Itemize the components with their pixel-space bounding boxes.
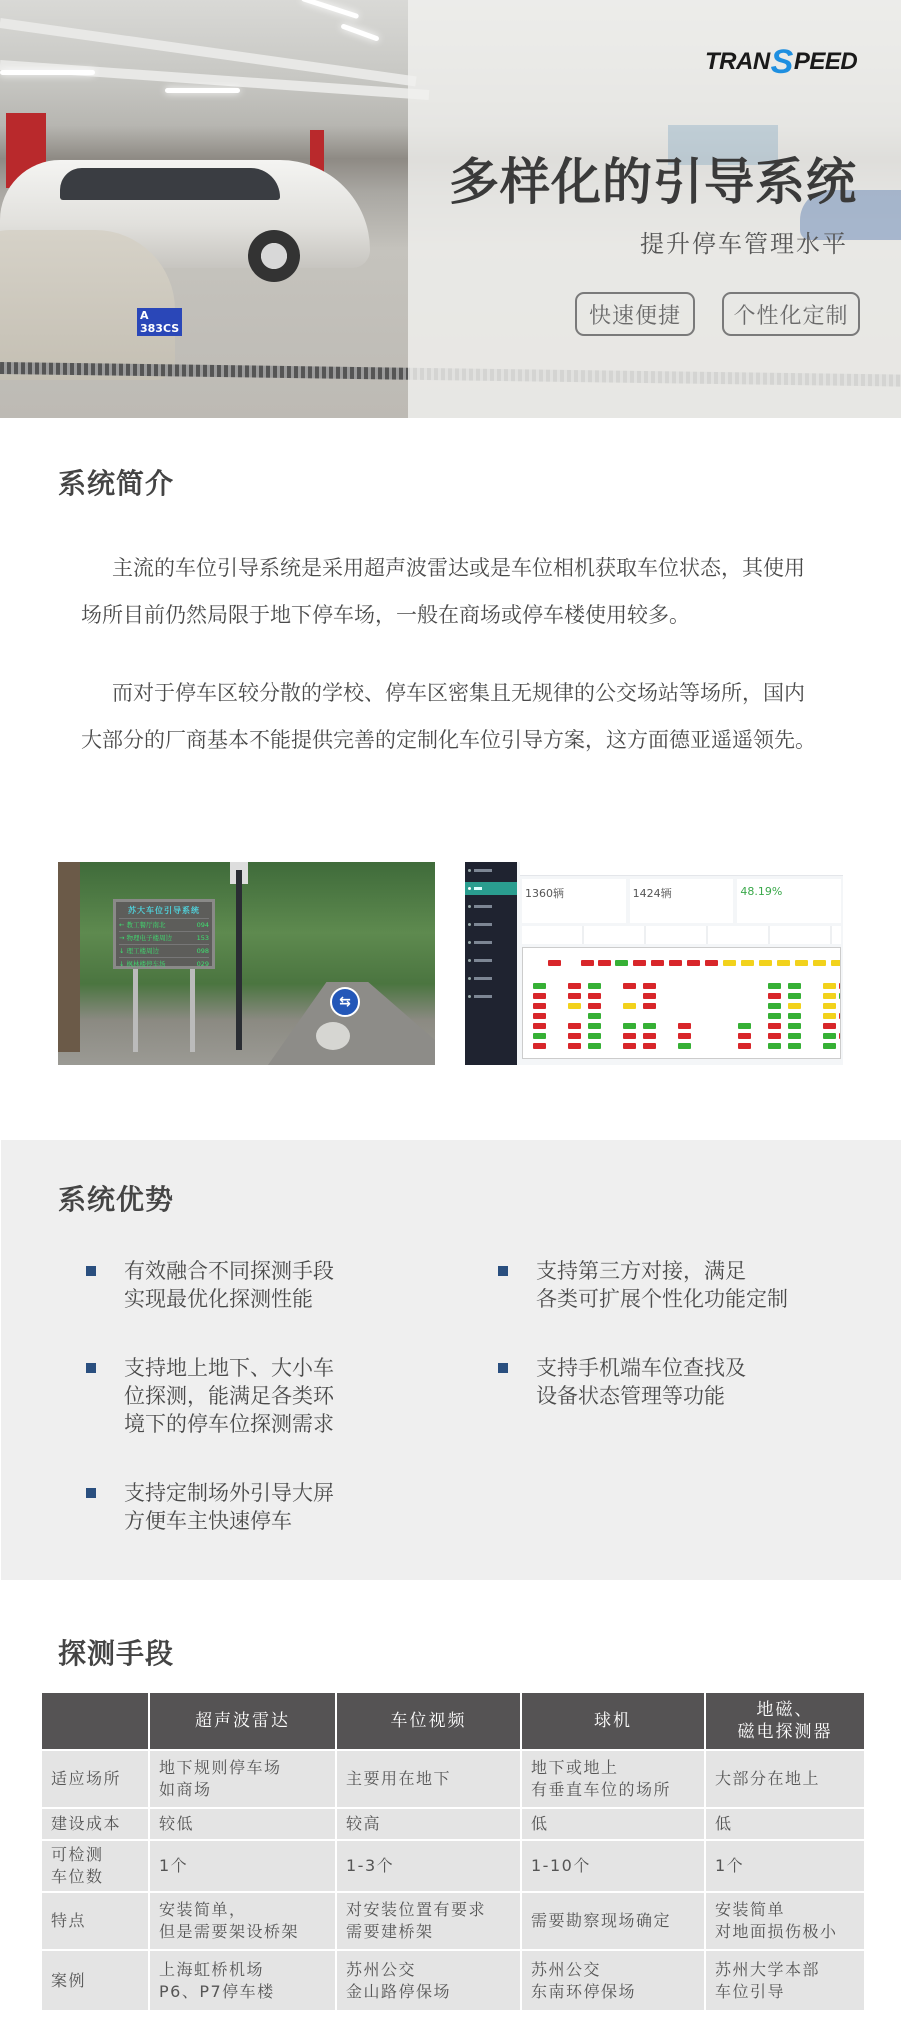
square-bullet-icon: [86, 1488, 96, 1498]
table-header-row: [42, 1693, 864, 1749]
advantage-item: 支持地上地下、大小车 位探测，能满足各类环 境下的停车位探测需求: [86, 1354, 334, 1438]
square-bullet-icon: [86, 1363, 96, 1373]
table-cell: 地下或地上 有垂直车位的场所: [522, 1751, 704, 1807]
square-bullet-icon: [498, 1266, 508, 1276]
dashboard-screenshot: [465, 862, 843, 1065]
row-label: 案例: [42, 1951, 148, 2010]
advantage-item: 有效融合不同探测手段 实现最优化探测性能: [86, 1257, 334, 1313]
led-row: ← 教工餐厅南北 094: [119, 918, 209, 931]
table-cell: 1个: [150, 1841, 335, 1891]
stat-card: 1360辆: [522, 879, 626, 923]
table-cell: 对安装位置有要求 需要建桥架: [337, 1893, 520, 1949]
methods-heading: 探测手段: [58, 1637, 175, 1670]
led-row: → 物理电子楼周边 153: [119, 931, 209, 944]
table-cell: 上海虹桥机场 P6、P7停车楼: [150, 1951, 335, 2010]
table-cell: 较低: [150, 1809, 335, 1839]
advantages-section: [1, 1140, 901, 1580]
direction-sign-icon: ⇆: [330, 987, 360, 1017]
table-cell: 地下规则停车场 如商场: [150, 1751, 335, 1807]
table-cell: 苏州公交 东南环停保场: [522, 1951, 704, 2010]
parking-map: [522, 947, 841, 1059]
led-row: ↓ 理工楼周边 098: [119, 944, 209, 957]
dashboard-filter-bar: [522, 926, 841, 944]
table-row: [42, 1841, 864, 1891]
square-bullet-icon: [86, 1266, 96, 1276]
lamp-post: [236, 870, 242, 1050]
row-label: 可检测 车位数: [42, 1841, 148, 1891]
table-row: [42, 1809, 864, 1839]
table-cell: 较高: [337, 1809, 520, 1839]
square-bullet-icon: [498, 1363, 508, 1373]
intro-paragraph: 而对于停车区较分散的学校、停车区密集且无规律的公交场站等场所，国内大部分的厂商基本不能提供完善的定制化车位引导方案，这方面德亚遥遥领先。: [81, 681, 816, 752]
row-label: 特点: [42, 1893, 148, 1949]
tag-customization: 个性化定制: [722, 292, 860, 336]
table-cell: 安装简单 对地面损伤极小: [706, 1893, 864, 1949]
table-cell: 苏州公交 金山路停保场: [337, 1951, 520, 2010]
table-cell: 安装简单， 但是需要架设桥架: [150, 1893, 335, 1949]
stat-card: 1424辆: [630, 879, 734, 923]
table-row: [42, 1751, 864, 1807]
silver-sedan: [0, 230, 180, 380]
column-header: 地磁、 磁电探测器: [706, 1693, 864, 1749]
hero-title: 多样化的引导系统: [449, 153, 857, 211]
table-cell: 1-3个: [337, 1841, 520, 1891]
table-cell: 低: [522, 1809, 704, 1839]
led-row: ↓ 枫林楼停车场 029: [119, 957, 209, 970]
stat-card: 48.19%: [737, 879, 841, 923]
led-board-title: 苏大车位引导系统: [128, 906, 200, 915]
led-guidance-board: [113, 899, 215, 969]
hero-banner: [0, 0, 901, 418]
detection-methods-table: [40, 1691, 866, 2012]
column-header: 球机: [522, 1693, 704, 1749]
row-label: 建设成本: [42, 1809, 148, 1839]
table-row: [42, 1893, 864, 1949]
dashboard-sidebar: [465, 862, 517, 1065]
table-cell: 1-10个: [522, 1841, 704, 1891]
advantage-item: 支持定制场外引导大屏 方便车主快速停车: [86, 1479, 334, 1535]
dashboard-topbar: [520, 862, 843, 876]
table-cell: 1个: [706, 1841, 864, 1891]
table-row: [42, 1951, 864, 2010]
hero-subtitle: 提升停车管理水平: [640, 230, 848, 258]
intro-heading: 系统简介: [58, 467, 175, 500]
table-cell: 低: [706, 1809, 864, 1839]
table-cell: 大部分在地上: [706, 1751, 864, 1807]
column-header: [42, 1693, 148, 1749]
table-cell: 苏州大学本部 车位引导: [706, 1951, 864, 2010]
advantage-item: 支持手机端车位查找及 设备状态管理等功能: [498, 1354, 746, 1410]
advantage-item: 支持第三方对接，满足 各类可扩展个性化功能定制: [498, 1257, 788, 1313]
row-label: 适应场所: [42, 1751, 148, 1807]
advantages-heading: 系统优势: [58, 1183, 175, 1216]
table-cell: 主要用在地下: [337, 1751, 520, 1807]
column-header: 车位视频: [337, 1693, 520, 1749]
intro-paragraph: 主流的车位引导系统是采用超声波雷达或是车位相机获取车位状态，其使用场所目前仍然局限于地下停车场，一般在商场或停车楼使用较多。: [81, 556, 805, 627]
transpeed-logo: TRAN S PEED: [705, 43, 858, 81]
intro-body: [81, 545, 821, 764]
license-plate: A 383CS: [137, 308, 182, 336]
column-header: 超声波雷达: [150, 1693, 335, 1749]
outdoor-guidance-sign-photo: [58, 862, 435, 1065]
tag-fast-convenient: 快速便捷: [575, 292, 695, 336]
table-cell: 需要勘察现场确定: [522, 1893, 704, 1949]
